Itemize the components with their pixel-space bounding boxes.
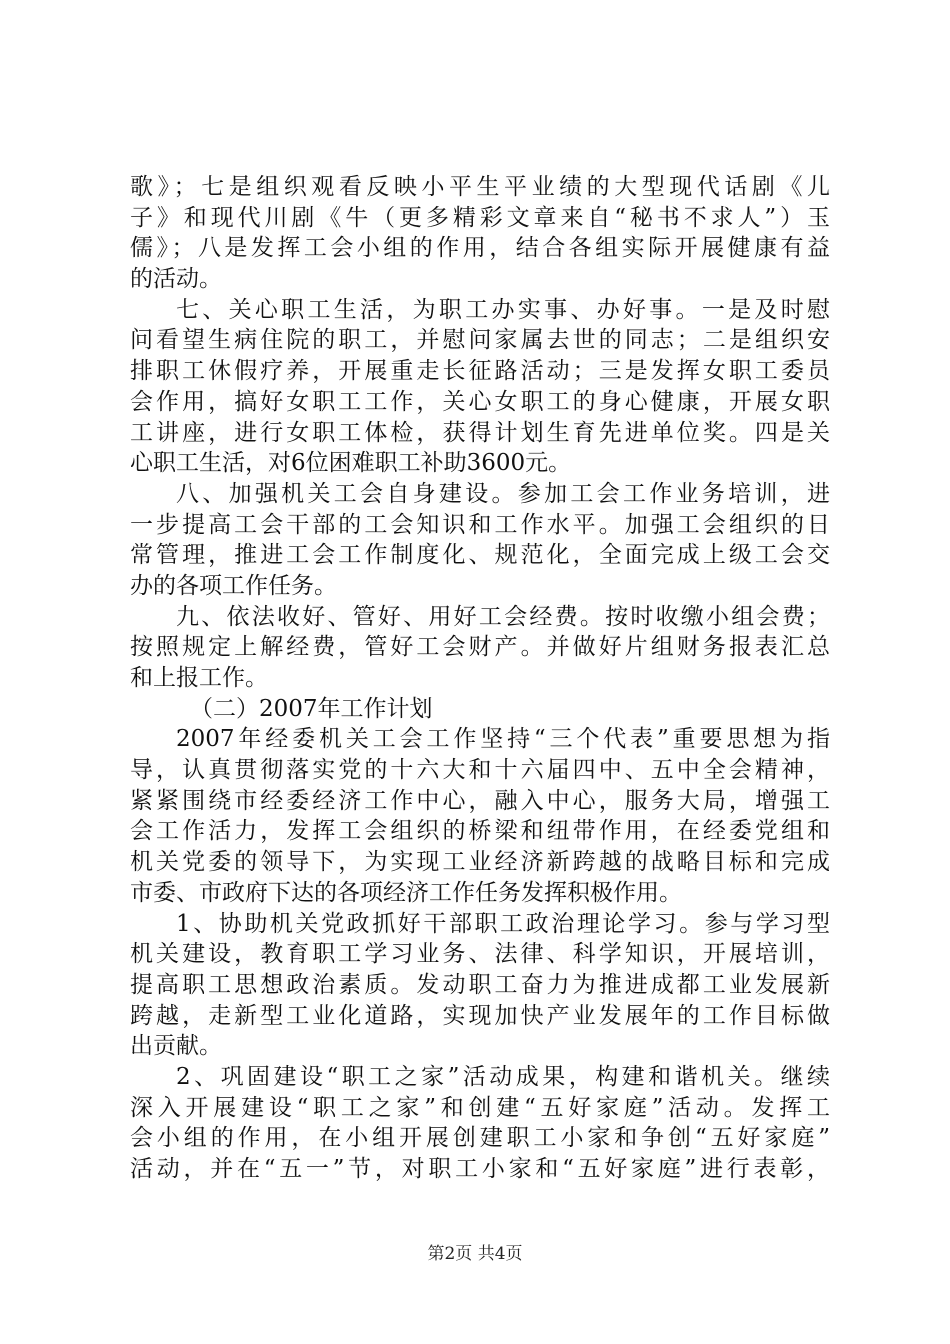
text-line: 常管理，推进工会工作制度化、规范化，全面完成上级工会交 bbox=[130, 542, 830, 569]
text-line: 歌》；七是组织观看反映小平生平业绩的大型现代话剧《儿 bbox=[130, 174, 830, 200]
text-line: 子》和现代川剧《牛（更多精彩文章来自“秘书不求人”）玉 bbox=[130, 204, 830, 231]
text-line: 跨越，走新型工业化道路，实现加快产业发展年的工作目标做 bbox=[130, 1002, 830, 1029]
paragraph-start-line: 七、关心职工生活，为职工办实事、办好事。一是及时慰 bbox=[176, 296, 830, 323]
text-line: 会工作活力，发挥工会组织的桥梁和纽带作用，在经委党组和 bbox=[130, 818, 830, 845]
paragraph-start-line: 八、加强机关工会自身建设。参加工会工作业务培训，进 bbox=[176, 480, 830, 507]
text-line: 问看望生病住院的职工，并慰问家属去世的同志；二是组织安 bbox=[130, 327, 830, 354]
section-heading: （二）2007年工作计划 bbox=[190, 695, 433, 722]
text-line: 一步提高工会干部的工会知识和工作水平。加强工会组织的日 bbox=[130, 511, 830, 538]
paragraph-start-line: 2、巩固建设“职工之家”活动成果，构建和谐机关。继续 bbox=[176, 1063, 830, 1090]
text-line: 的活动。 bbox=[130, 266, 222, 293]
text-line: 办的各项工作任务。 bbox=[130, 572, 337, 599]
text-line: 紧紧围绕市经委经济工作中心，融入中心，服务大局，增强工 bbox=[130, 787, 830, 814]
text-line: 和上报工作。 bbox=[130, 665, 268, 691]
text-line: 导，认真贯彻落实党的十六大和十六届四中、五中全会精神， bbox=[130, 757, 830, 784]
text-line: 儒》；八是发挥工会小组的作用，结合各组实际开展健康有益 bbox=[130, 235, 830, 262]
text-line: 排职工休假疗养，开展重走长征路活动；三是发挥女职工委员 bbox=[130, 358, 830, 385]
text-line: 工讲座，进行女职工体检，获得计划生育先进单位奖。四是关 bbox=[130, 419, 830, 446]
text-line: 提高职工思想政治素质。发动职工奋力为推进成都工业发展新 bbox=[130, 971, 830, 998]
document-body bbox=[130, 172, 830, 1185]
text-line: 心职工生活，对6位困难职工补助3600元。 bbox=[130, 450, 572, 477]
text-line: 会小组的作用，在小组开展创建职工小家和争创“五好家庭” bbox=[130, 1125, 830, 1152]
page-number-footer: 第2页 共4页 bbox=[427, 1244, 523, 1264]
text-line: 市委、市政府下达的各项经济工作任务发挥积极作用。 bbox=[130, 879, 682, 906]
paragraph-start-line: 2007年经委机关工会工作坚持“三个代表”重要思想为指 bbox=[176, 726, 830, 753]
text-line: 会作用，搞好女职工工作，关心女职工的身心健康，开展女职 bbox=[130, 388, 830, 415]
text-line: 按照规定上解经费，管好工会财产。并做好片组财务报表汇总 bbox=[130, 634, 830, 661]
text-line: 机关建设，教育职工学习业务、法律、科学知识，开展培训， bbox=[130, 941, 830, 968]
text-line: 机关党委的领导下，为实现工业经济新跨越的战略目标和完成 bbox=[130, 849, 830, 876]
paragraph-start-line: 九、依法收好、管好、用好工会经费。按时收缴小组会费； bbox=[176, 603, 830, 630]
text-line: 出贡献。 bbox=[130, 1033, 222, 1060]
paragraph-start-line: 1、协助机关党政抓好干部职工政治理论学习。参与学习型 bbox=[176, 910, 830, 937]
text-line: 深入开展建设“职工之家”和创建“五好家庭”活动。发挥工 bbox=[130, 1094, 830, 1121]
text-line: 活动，并在“五一”节，对职工小家和“五好家庭”进行表彰， bbox=[130, 1156, 830, 1182]
